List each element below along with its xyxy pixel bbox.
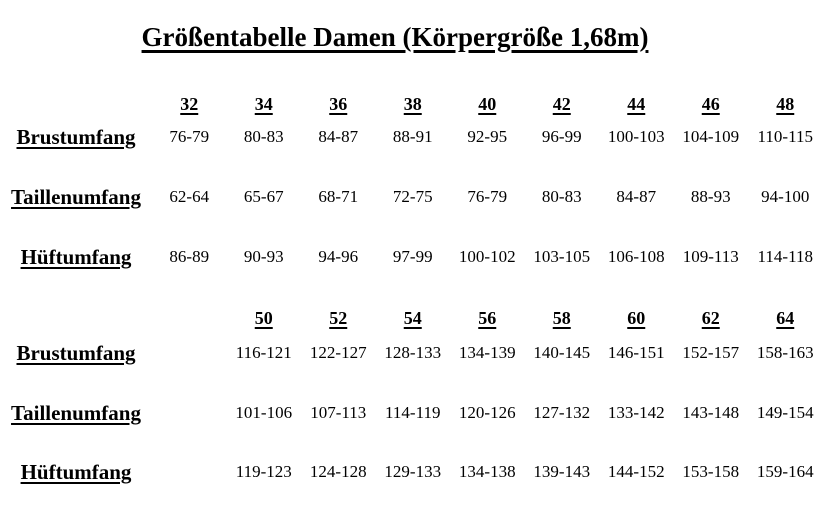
measurement-value-cell: 114-119 bbox=[385, 403, 441, 422]
measurement-value-cell: 101-106 bbox=[235, 403, 293, 422]
measurement-value-cell: 100-102 bbox=[458, 247, 516, 266]
measurement-value-cell: 86-89 bbox=[169, 247, 210, 266]
measurement-value-cell: 110-115 bbox=[757, 127, 813, 146]
measurement-row-label: Brustumfang bbox=[16, 125, 136, 149]
measurement-value-cell: 140-145 bbox=[533, 343, 591, 362]
measurement-row-label: Brustumfang bbox=[16, 341, 136, 365]
measurement-value-cell: 62-64 bbox=[169, 187, 210, 206]
size-header-cell: 60 bbox=[627, 308, 646, 328]
measurement-value-cell: 88-93 bbox=[690, 187, 731, 206]
page-title: Größentabelle Damen (Körpergröße 1,68m) bbox=[141, 22, 649, 52]
size-header-cell: 40 bbox=[478, 94, 497, 114]
measurement-value-cell: 119-123 bbox=[235, 462, 292, 481]
measurement-row-label: Taillenumfang bbox=[11, 401, 141, 425]
size-table-32-48 bbox=[0, 94, 832, 267]
size-header-cell: 48 bbox=[776, 94, 795, 114]
measurement-value-cell: 92-95 bbox=[467, 127, 508, 146]
measurement-value-cell: 88-91 bbox=[392, 127, 433, 146]
size-header-cell: 38 bbox=[403, 94, 422, 114]
measurement-value-cell: 129-133 bbox=[384, 462, 442, 481]
size-header-cell: 64 bbox=[776, 308, 795, 328]
measurement-value-cell: 107-113 bbox=[310, 403, 367, 422]
table-row-waist bbox=[0, 403, 832, 423]
measurement-row-label: Hüftumfang bbox=[20, 245, 132, 269]
size-header-cell: 46 bbox=[701, 94, 720, 114]
measurement-value-cell: 84-87 bbox=[318, 127, 359, 146]
measurement-value-cell: 76-79 bbox=[467, 187, 508, 206]
table-row-bust bbox=[0, 127, 832, 147]
size-header-cell: 56 bbox=[478, 308, 497, 328]
measurement-value-cell: 122-127 bbox=[309, 343, 367, 362]
measurement-value-cell: 152-157 bbox=[682, 343, 740, 362]
size-header-row bbox=[0, 94, 832, 114]
measurement-value-cell: 124-128 bbox=[309, 462, 367, 481]
size-header-row bbox=[0, 308, 832, 328]
measurement-value-cell: 65-67 bbox=[243, 187, 284, 206]
measurement-value-cell: 76-79 bbox=[169, 127, 210, 146]
table-row-waist bbox=[0, 187, 832, 207]
measurement-value-cell: 104-109 bbox=[682, 127, 740, 146]
table-row-hip bbox=[0, 247, 832, 267]
measurement-value-cell: 96-99 bbox=[541, 127, 582, 146]
measurement-value-cell: 144-152 bbox=[607, 462, 665, 481]
measurement-value-cell: 158-163 bbox=[756, 343, 814, 362]
measurement-value-cell: 90-93 bbox=[243, 247, 284, 266]
size-header-cell: 58 bbox=[552, 308, 571, 328]
size-header-cell: 50 bbox=[254, 308, 273, 328]
measurement-row-label: Hüftumfang bbox=[20, 460, 132, 484]
measurement-value-cell: 84-87 bbox=[616, 187, 657, 206]
measurement-value-cell: 146-151 bbox=[607, 343, 665, 362]
measurement-value-cell: 106-108 bbox=[607, 247, 665, 266]
measurement-value-cell: 153-158 bbox=[682, 462, 740, 481]
measurement-value-cell: 109-113 bbox=[682, 247, 739, 266]
measurement-value-cell: 103-105 bbox=[533, 247, 591, 266]
measurement-value-cell: 133-142 bbox=[607, 403, 665, 422]
measurement-value-cell: 80-83 bbox=[541, 187, 582, 206]
size-header-cell: 36 bbox=[329, 94, 348, 114]
size-table-50-64 bbox=[0, 308, 832, 482]
measurement-value-cell: 134-139 bbox=[458, 343, 516, 362]
measurement-value-cell: 143-148 bbox=[682, 403, 740, 422]
measurement-value-cell: 114-118 bbox=[757, 247, 813, 266]
measurement-value-cell: 149-154 bbox=[756, 403, 814, 422]
size-header-cell: 34 bbox=[254, 94, 273, 114]
measurement-value-cell: 116-121 bbox=[235, 343, 292, 362]
measurement-value-cell: 97-99 bbox=[392, 247, 433, 266]
measurement-value-cell: 94-96 bbox=[318, 247, 359, 266]
table-row-bust bbox=[0, 343, 832, 363]
size-header-cell: 52 bbox=[329, 308, 348, 328]
measurement-value-cell: 68-71 bbox=[318, 187, 359, 206]
size-header-cell: 54 bbox=[403, 308, 422, 328]
size-header-cell: 32 bbox=[180, 94, 199, 114]
measurement-value-cell: 134-138 bbox=[458, 462, 516, 481]
measurement-value-cell: 94-100 bbox=[761, 187, 810, 206]
measurement-row-label: Taillenumfang bbox=[11, 185, 141, 209]
table-row-hip bbox=[0, 462, 832, 482]
size-header-cell: 42 bbox=[552, 94, 571, 114]
measurement-value-cell: 159-164 bbox=[756, 462, 814, 481]
measurement-value-cell: 72-75 bbox=[392, 187, 433, 206]
size-header-cell: 44 bbox=[627, 94, 646, 114]
measurement-value-cell: 139-143 bbox=[533, 462, 591, 481]
measurement-value-cell: 127-132 bbox=[533, 403, 591, 422]
measurement-value-cell: 80-83 bbox=[243, 127, 284, 146]
measurement-value-cell: 100-103 bbox=[607, 127, 665, 146]
measurement-value-cell: 128-133 bbox=[384, 343, 442, 362]
size-header-cell: 62 bbox=[701, 308, 720, 328]
measurement-value-cell: 120-126 bbox=[458, 403, 516, 422]
